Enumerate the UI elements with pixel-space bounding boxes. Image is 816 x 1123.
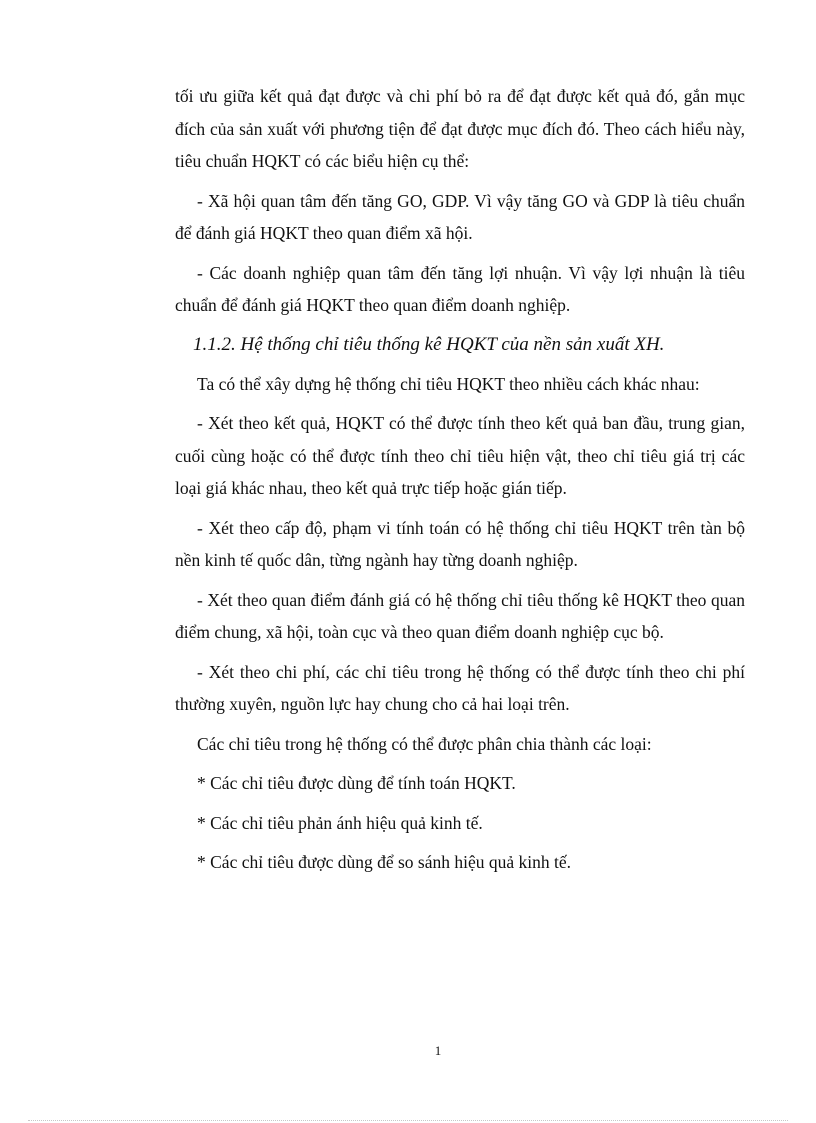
paragraph-social-criterion: - Xã hội quan tâm đến tăng GO, GDP. Vì vậy tăng GO và GDP là tiêu chuẩn để đánh giá HQKT theo quan điểm xã hội. bbox=[175, 190, 745, 243]
page-number: 1 bbox=[434, 1043, 442, 1058]
list-item-reflection: * Các chỉ tiêu phản ánh hiệu quả kinh tế. bbox=[197, 812, 483, 833]
paragraph-by-level: - Xét theo cấp độ, phạm vi tính toán có hệ thống chỉ tiêu HQKT trên tàn bộ nền kinh tế quốc dân, từng ngành hay từng doanh nghiệp. bbox=[175, 517, 745, 570]
paragraph-by-cost: - Xét theo chi phí, các chỉ tiêu trong hệ thống có thể được tính theo chi phí thường xuyên, nguồn lực hay chung cho cả hai loại trên. bbox=[175, 661, 745, 714]
paragraph-intro: tối ưu giữa kết quả đạt được và chi phí bỏ ra để đạt được kết quả đó, gắn mục đích của sản xuất với phương tiện để đạt được mục đích đó. Theo cách hiểu này, tiêu chuẩn HQKT có các biểu hiện cụ thể: bbox=[175, 86, 745, 171]
paragraph-by-viewpoint: - Xét theo quan điểm đánh giá có hệ thống chỉ tiêu thống kê HQKT theo quan điểm chung, xã hội, toàn cục và theo quan điểm doanh nghiệp cục bộ. bbox=[175, 589, 745, 642]
page-bottom-border bbox=[28, 1120, 788, 1121]
paragraph-system-overview: Ta có thể xây dựng hệ thống chỉ tiêu HQKT theo nhiều cách khác nhau: bbox=[197, 373, 700, 394]
list-item-calculation: * Các chỉ tiêu được dùng để tính toán HQKT. bbox=[197, 773, 516, 793]
section-heading: 1.1.2. Hệ thống chỉ tiêu thống kê HQKT của nền sản xuất XH. bbox=[193, 333, 665, 355]
paragraph-by-result: - Xét theo kết quả, HQKT có thể được tính theo kết quả ban đầu, trung gian, cuối cùng hoặc có thể được tính theo chỉ tiêu hiện vật, theo chỉ tiêu giá trị các loại giá khác nhau, theo kết quả trực tiếp hoặc gián tiếp. bbox=[175, 413, 745, 498]
paragraph-classification: Các chỉ tiêu trong hệ thống có thể được phân chia thành các loại: bbox=[197, 733, 652, 754]
page-content bbox=[175, 80, 745, 886]
paragraph-enterprise-criterion: - Các doanh nghiệp quan tâm đến tăng lợi nhuận. Vì vậy lợi nhuận là tiêu chuẩn để đánh giá HQKT theo quan điểm doanh nghiệp. bbox=[175, 262, 745, 315]
list-item-comparison: * Các chỉ tiêu được dùng để so sánh hiệu quả kinh tế. bbox=[197, 852, 572, 872]
